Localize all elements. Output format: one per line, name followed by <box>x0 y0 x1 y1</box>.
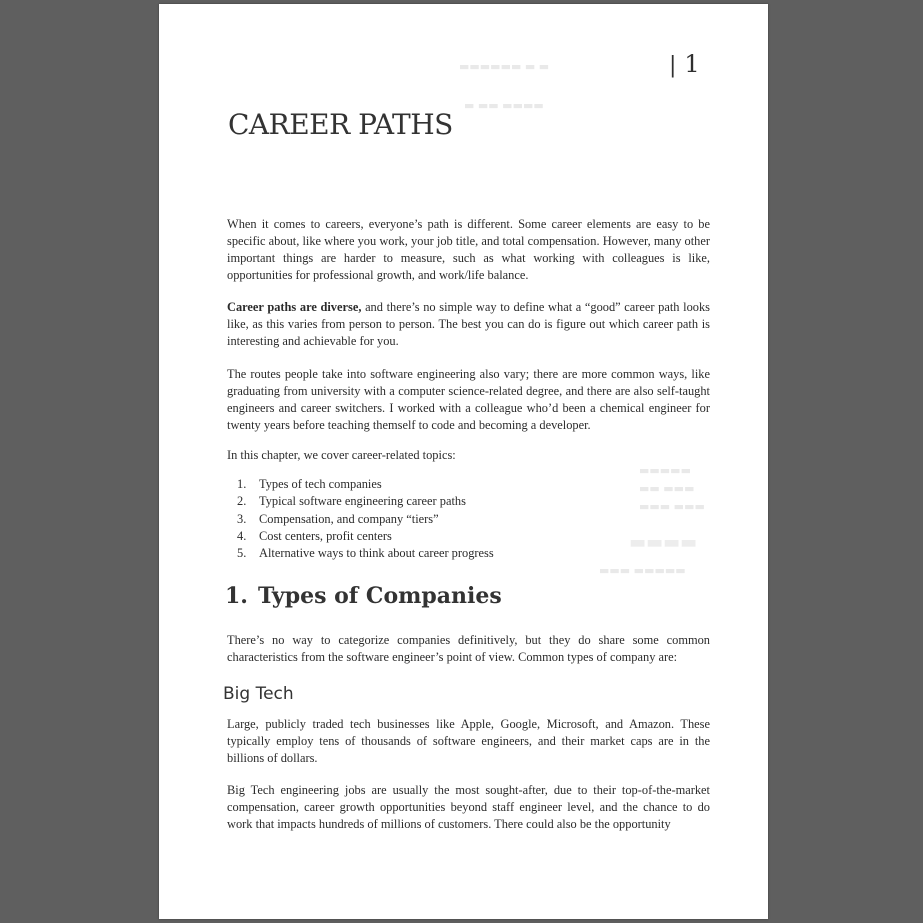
list-item: 4. Cost centers, profit centers <box>237 528 392 543</box>
list-item: 3. Compensation, and company “tiers” <box>237 511 439 526</box>
paragraph: Large, publicly traded tech businesses like Apple, Google, Microsoft, and Amazon. These typically employ tens of thousands of software engineers, and their market caps are in the billions of dollars. <box>227 717 710 765</box>
bleed-through-mark: ▬▬▬▬▬▬ ▬ ▬ <box>459 60 550 73</box>
section-heading: 1. Types of Companies <box>225 583 502 609</box>
bleed-through-mark: ▬▬ ▬▬▬ <box>639 482 695 495</box>
page-number: | 1 <box>669 50 700 78</box>
bold-phrase: Career paths are diverse, <box>227 300 362 314</box>
bleed-through-mark: ▬▬▬ ▬▬▬ <box>639 500 705 513</box>
bleed-through-mark: ▬▬▬▬▬ <box>639 464 691 477</box>
paragraph: When it comes to careers, everyone’s path is different. Some career elements are easy to be specific about, like where you work, your job title, and total compensation. However, many other important things are harder to measure, such as what working with colleagues is like, opportunities for professional growth, and work/life balance. <box>227 217 710 282</box>
document-page <box>159 4 768 919</box>
paragraph: The routes people take into software engineering also vary; there are more common ways, like graduating from university with a computer science-related degree, and there are also self-taught engineers and career switchers. I worked with a colleague who’d been a chemical engineer for twenty years before teaching themself to code and becoming a developer. <box>227 367 710 432</box>
bleed-through-mark: ▬ ▬▬ ▬▬▬▬ <box>464 99 544 112</box>
list-item: 2. Typical software engineering career paths <box>237 494 466 509</box>
bleed-through-mark: ▬▬▬ ▬▬▬▬▬ <box>599 564 686 577</box>
subsection-heading: Big Tech <box>223 684 294 704</box>
bleed-through-mark: ▬▬▬▬ <box>629 532 698 553</box>
paragraph: Big Tech engineering jobs are usually the most sought-after, due to their top-of-the-market compensation, career growth opportunities beyond staff engineer level, and the chance to do work that impacts hundreds of millions of customers. There could also be the opportunity <box>227 783 710 831</box>
topic-list <box>237 476 494 562</box>
paragraph <box>227 299 710 350</box>
page-number-value: 1 <box>684 50 700 78</box>
paragraph: There’s no way to categorize companies definitively, but they do share some common characteristics from the software engineer’s point of view. Common types of company are: <box>227 633 710 664</box>
chapter-title: CAREER PATHS <box>228 108 453 141</box>
paragraph: In this chapter, we cover career-related topics: <box>227 448 456 462</box>
paragraph-text: and there’s no simple way to define what a “good” career path looks like, as this varies from person to person. The best you can do is figure out which career path is interesting and achievable for you. <box>227 300 710 348</box>
list-item: 5. Alternative ways to think about career progress <box>237 546 494 561</box>
list-item: 1. Types of tech companies <box>237 477 382 491</box>
